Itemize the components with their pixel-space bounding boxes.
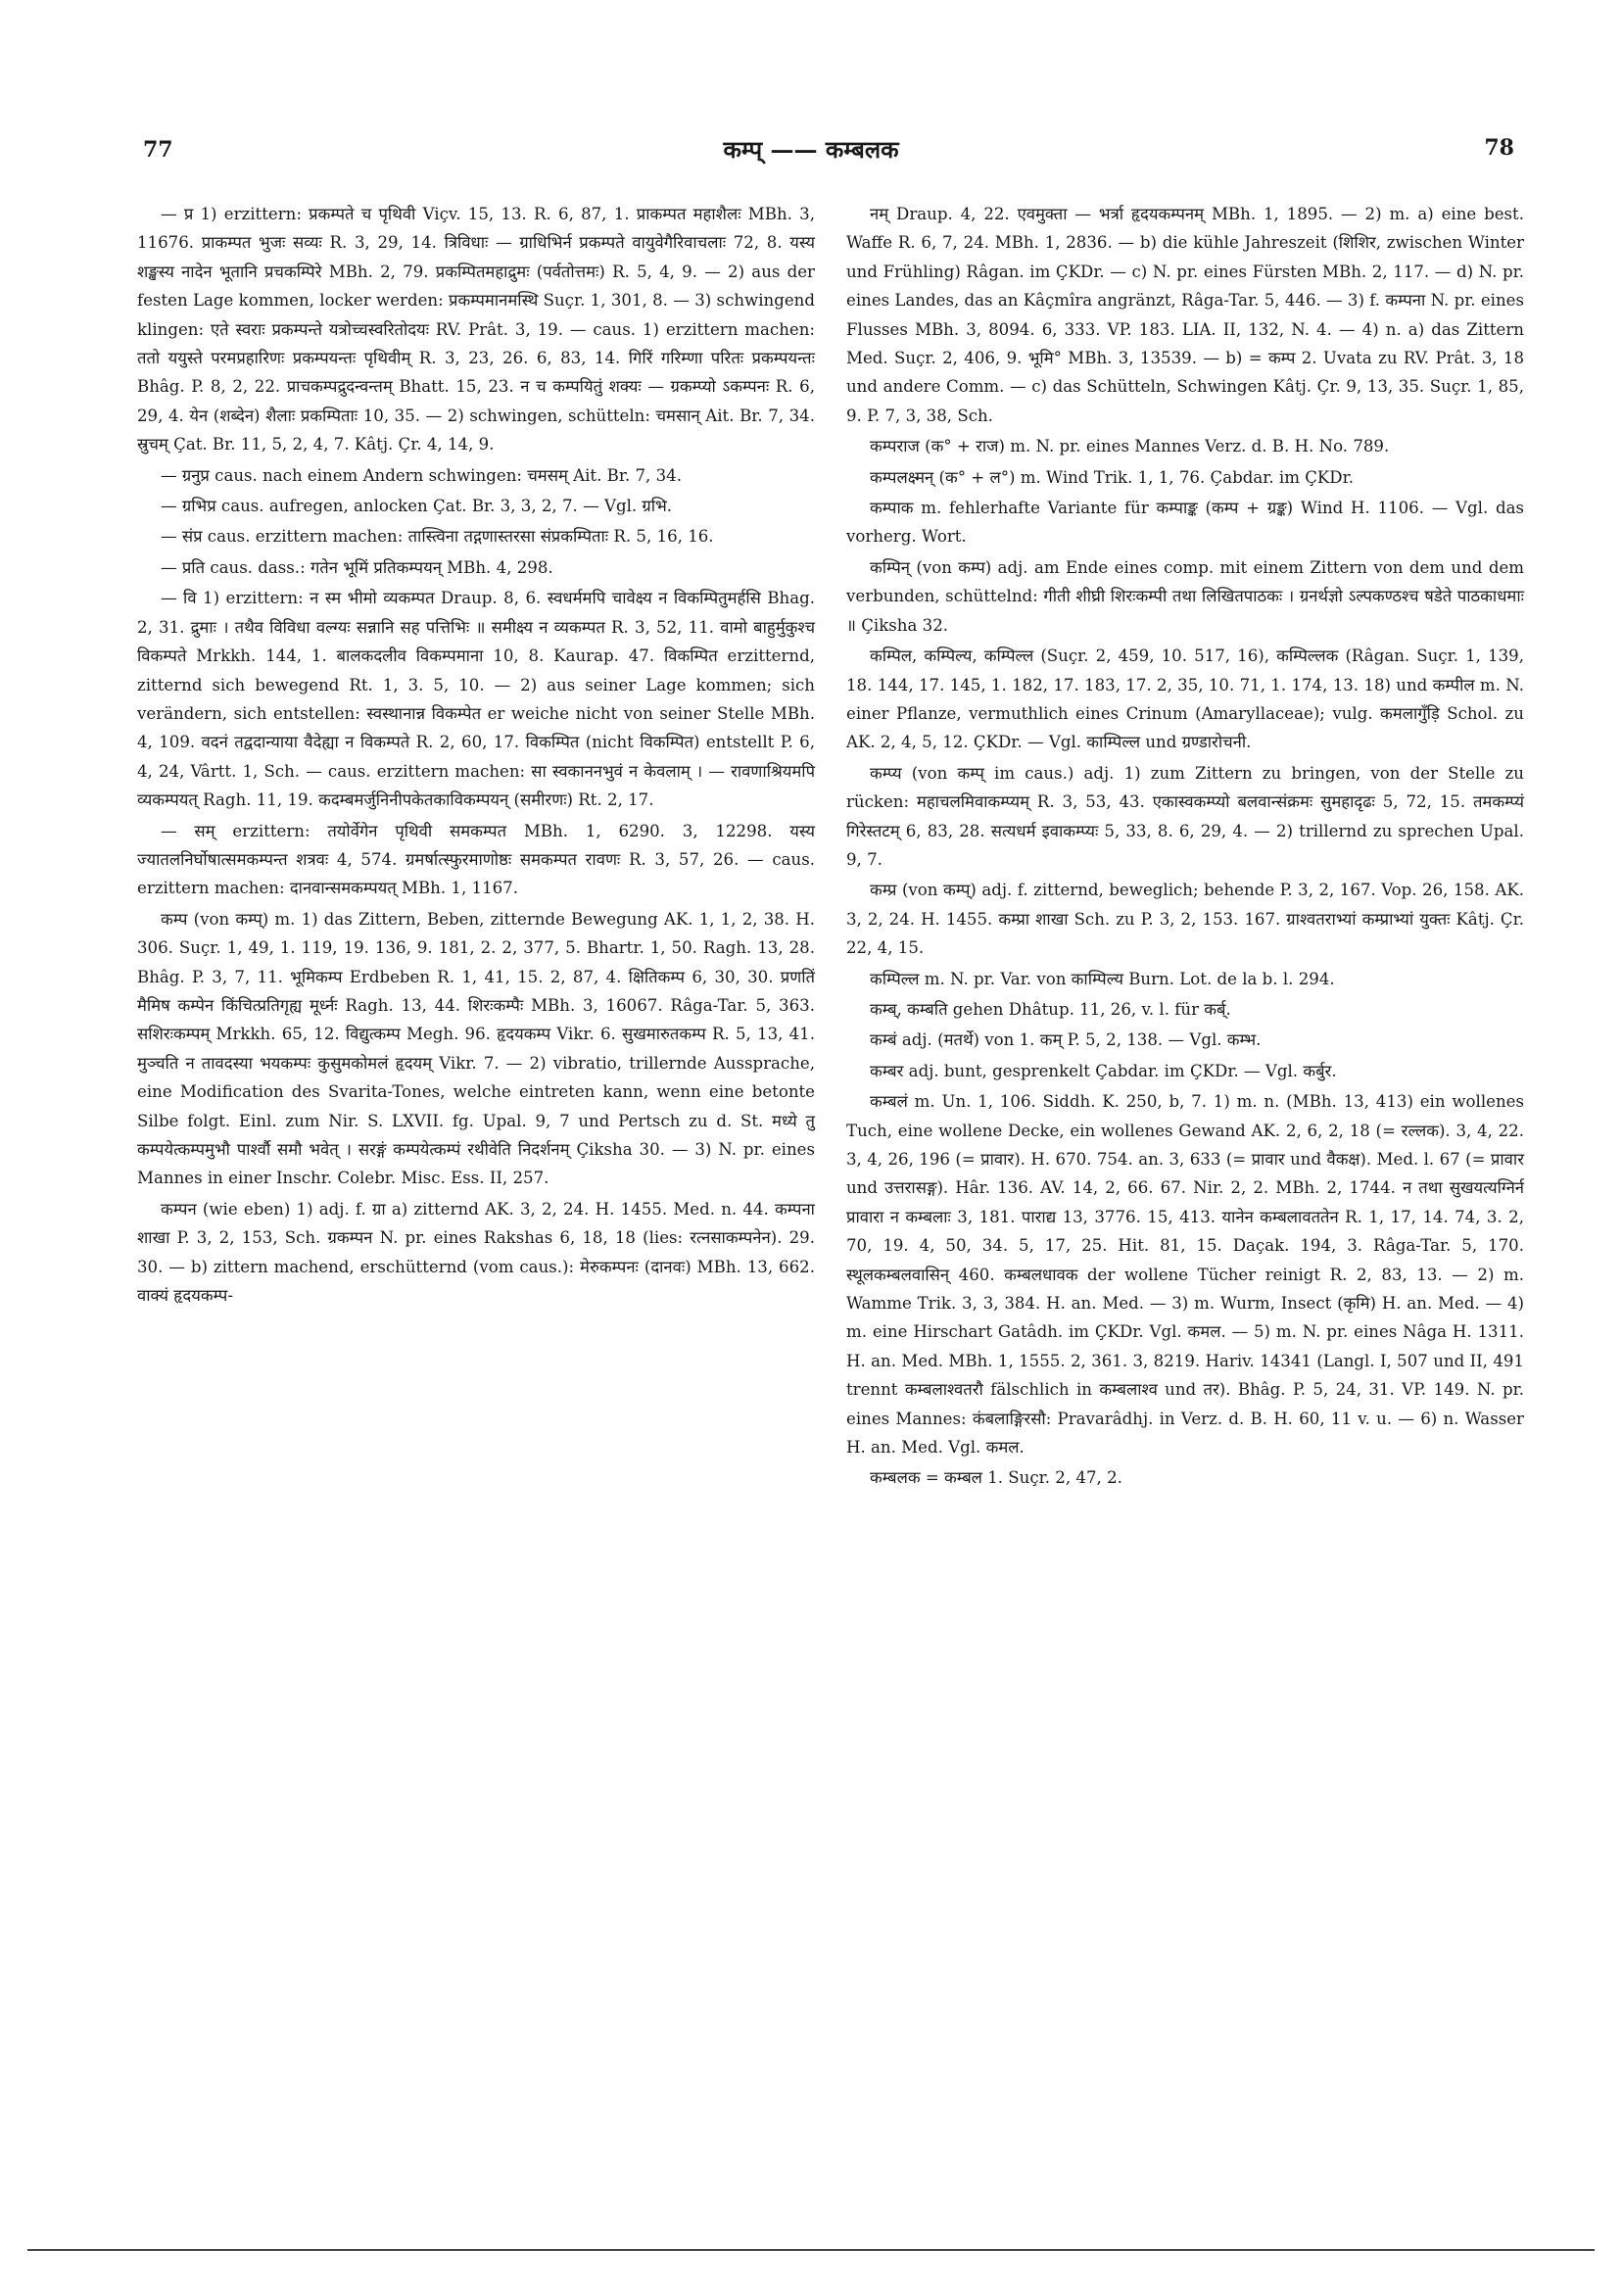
entry: — प्र 1) erzittern: प्रकम्पते च पृथिवी Viçv. 15, 13. R. 6, 87, 1. प्राकम्पत महाशैलः MBh. 3, 11676. प्राकम्पत भुजः सव्यः R. 3, 29, 14. त्रिविधाः — ग्राधिभिर्न प्रकम्पते वायुवेगैरिवाचलाः 72, 8. यस्य शङ्खस्य नादेन भूतानि प्रचकम्पिरे MBh. 2, 79. प्रकम्पितमहाद्रुमः (पर्वतोत्तमः) R. 5, 4, 9. — 2) aus der festen Lage kommen, locker werden: प्रकम्पमानमस्थि Suçr. 1, 301, 8. — 3) schwingend klingen: एते स्वराः प्रकम्पन्ते यत्रोच्चस्वरितोदयः RV. Prât. 3, 19. — caus. 1) erzittern machen: ततो ययुस्ते परमप्रहारिणः प्रकम्पयन्तः पृथिवीम् R. 3, 23, 26. 6, 83, 14. गिरिं गरिम्णा परितः प्रकम्पयन्तः Bhâg. P. 8, 2, 22. प्राचकम्पद्रुदन्वन्तम् Bhatt. 15, 23. न च कम्पयितुं शक्यः — ग्रकम्प्यो ऽकम्पनः R. 6, 29, 4. येन (शब्देन) शैलाः प्रकम्पिताः 10, 35. — 2) schwingen, schütteln: चमसान् Ait. Br. 7, 34. स्रुचम् Çat. Br. 11, 5, 2, 4, 7. Kâtj. Çr. 4, 14, 9. bbox=[137, 205, 815, 454]
entry: कम्बलं m. Un. 1, 106. Siddh. K. 250, b, 7. 1) m. n. (MBh. 13, 413) ein wollenes Tuch, eine wollene Decke, ein wollenes Gewand AK. 2, 6, 2, 18 (= रल्लक). 3, 4, 22. 3, 4, 26, 196 (= प्रावार). H. 670. 754. an. 3, 633 (= प्रावार und वैकक्ष). Med. l. 67 (= प्रावार und उत्तरासङ्ग). Hâr. 136. AV. 14, 2, 66. 67. Nir. 2, 2. MBh. 2, 1744. न तथा सुखयत्यग्निर्न प्रावारा न कम्बलाः 3, 181. पाराद्य 13, 3776. 15, 413. यानेन कम्बलावततेन R. 1, 17, 14. 74, 3. 2, 70, 19. 4, 50, 34. 5, 17, 25. Hit. 81, 15. Daçak. 194, 3. Râga-Tar. 5, 170. स्थूलकम्बलवासिन् 460. कम्बलधावक der wollene Tücher reinigt R. 2, 83, 13. — 2) m. Wamme Trik. 3, 3, 384. H. an. Med. — 3) m. Wurm, Insect (कृमि) H. an. Med. — 4) m. eine Hirschart Gatâdh. im ÇKDr. Vgl. कमल. — 5) m. N. pr. eines Nâga H. 1311. H. an. Med. MBh. 1, 1555. 2, 361. 3, 8219. Hariv. 14341 (Langl. I, 507 und II, 491 trennt कम्बलाश्वतरौ fälschlich in कम्बलाश्व und तर). Bhâg. P. 5, 24, 31. VP. 149. N. pr. eines Mannes: कंबलाङ्गिरसौ: Pravarâdhj. in Verz. d. B. H. 60, 11 v. u. — 6) n. Wasser H. an. Med. Vgl. कमल. bbox=[846, 1092, 1524, 1458]
page-number-left: 77 bbox=[143, 137, 173, 163]
entry: कम्पन (wie eben) 1) adj. f. ग्रा a) zitternd AK. 3, 2, 24. H. 1455. Med. n. 44. कम्पना शाखा P. 3, 2, 153, Sch. ग्रकम्पन N. pr. eines Rakshas 6, 18, 18 (lies: रत्नसाकम्पनेन). 29. 30. — b) zittern machend, erschütternd (vom caus.): मेरुकम्पनः (दानवः) MBh. 13, 662. वाक्यं हृदयकम्प- bbox=[137, 1199, 815, 1306]
entry: — सम् erzittern: तयोर्वेगेन पृथिवी समकम्पत MBh. 1, 6290. 3, 12298. यस्य ज्यातलनिर्घोषात्समकम्पन्त शत्रवः 4, 574. ग्रमर्षात्स्फुरमाणोष्ठः समकम्पत रावणः R. 3, 57, 26. — caus. erzittern machen: दानवान्समकम्पयत् MBh. 1, 1167. bbox=[137, 821, 815, 898]
entry: कम्पलक्ष्मन् (क° + ल°) m. Wind Trik. 1, 1, 76. Çabdar. im ÇKDr. bbox=[870, 467, 1354, 487]
entry: कम्पिल्ल m. N. pr. Var. von काम्पिल्य Burn. Lot. de la b. l. 294. bbox=[870, 969, 1335, 988]
entry: — ग्रनुप्र caus. nach einem Andern schwingen: चमसम् Ait. Br. 7, 34. bbox=[161, 465, 682, 485]
entry: — संप्र caus. erzittern machen: तास्त्विना तद्गणास्तरसा संप्रकम्पिताः R. 5, 16, 16. bbox=[161, 527, 714, 547]
entry: कम्ब्, कम्बति gehen Dhâtup. 11, 26, v. l. für कर्ब्. bbox=[870, 999, 1231, 1019]
running-title: कम्प् —— कम्बलक bbox=[723, 135, 899, 164]
entry: नम् Draup. 4, 22. एवमुक्ता — भर्त्रा हृदयकम्पनम् MBh. 1, 1895. — 2) m. a) eine best. Waffe R. 6, 7, 24. MBh. 1, 2836. — b) die kühle Jahreszeit (शिशिर, zwischen Winter und Frühling) Râgan. im ÇKDr. — c) N. pr. eines Fürsten MBh. 2, 117. — d) N. pr. eines Landes, das an Kâçmîra angränzt, Râga-Tar. 5, 446. — 3) f. कम्पना N. pr. eines Flusses MBh. 3, 8094. 6, 333. VP. 183. LIA. II, 132, N. 4. — 4) n. a) das Zittern Med. Suçr. 2, 406, 9. भूमि° MBh. 3, 13539. — b) = कम्प 2. Uvata zu RV. Prât. 3, 18 und andere Comm. — c) das Schütteln, Schwingen Kâtj. Çr. 9, 13, 35. Suçr. 1, 85, 9. P. 7, 3, 38, Sch. bbox=[846, 205, 1525, 425]
entry: कम्प्र (von कम्प्) adj. f. zitternd, beweglich; behende P. 3, 2, 167. Vop. 26, 158. AK. 3, 2, 24. H. 1455. कम्प्रा शाखा Sch. zu P. 3, 2, 153. 167. ग्राश्वतराभ्यां कम्प्राभ्यां युक्तः Kâtj. Çr. 22, 4, 15. bbox=[846, 881, 1524, 958]
entry: — ग्रभिप्र caus. aufregen, anlocken Çat. Br. 3, 3, 2, 7. — Vgl. ग्रभि. bbox=[161, 497, 673, 516]
entry: कम्बलक = कम्बल 1. Suçr. 2, 47, 2. bbox=[870, 1468, 1122, 1488]
footer-rule bbox=[27, 2249, 1595, 2251]
left-column bbox=[137, 200, 815, 1312]
entry: कम्प्य (von कम्प् im caus.) adj. 1) zum Zittern zu bringen, von der Stelle zu rücken: महाचलमिवाकम्प्यम् R. 3, 53, 43. एकास्वकम्प्यो बलवान्संक्रमः सुमहादृढः 5, 72, 15. तमकम्प्यं गिरेस्तटम् 6, 83, 28. सत्यधर्म इवाकम्प्यः 5, 33, 8. 6, 29, 4. — 2) trillernd zu sprechen Upal. 9, 7. bbox=[846, 763, 1524, 869]
page-header bbox=[0, 129, 1622, 168]
entry: कम्पिल, कम्पिल्य, कम्पिल्ल (Suçr. 2, 459, 10. 517, 16), कम्पिल्लक (Râgan. Suçr. 1, 139, 18. 144, 17. 145, 1. 182, 17. 183, 17. 2, 35, 10. 71, 1. 174, 13. 18) und कम्पील m. N. einer Pflanze, vermuthlich eines Crinum (Amaryllaceae); vulg. कमलागुँड़ि Schol. zu AK. 2, 4, 5, 12. ÇKDr. — Vgl. काम्पिल्ल und ग्रण्डारोचनी. bbox=[846, 646, 1524, 752]
entry: कम्बर adj. bunt, gesprenkelt Çabdar. im ÇKDr. — Vgl. कर्बुर. bbox=[870, 1061, 1337, 1080]
entry: कम्पाक m. fehlerhafte Variante für कम्पाङ्क (कम्प + ग्रङ्क) Wind H. 1106. — Vgl. das vorherg. Wort. bbox=[846, 499, 1524, 547]
right-column bbox=[846, 200, 1524, 1495]
entry: कम्पिन् (von कम्प) adj. am Ende eines comp. mit einem Zittern von dem und dem verbunden, schüttelnd: गीती शीघ्री शिरःकम्पी तथा लिखितपाठकः । ग्रनर्थज्ञो ऽल्पकण्ठश्च षडेते पाठकाधमाः ॥ Çiksha 32. bbox=[846, 557, 1524, 635]
entry: — वि 1) erzittern: न स्म भीमो व्यकम्पत Draup. 8, 6. स्वधर्ममपि चावेक्ष्य न विकम्पितुमर्हसि Bhag. 2, 31. द्रुमाः । तथैव विविधा वल्ग्यः सन्नानि सह पत्तिभिः ॥ समीक्ष्य न व्यकम्पत R. 3, 52, 11. वामो बाहुर्मुकुश्च विकम्पते Mrkkh. 144, 1. बालकदलीव विकम्पमाना 10, 8. Kaurap. 47. विकम्पित erzitternd, zitternd sich bewegend Rt. 1, 3. 5, 10. — 2) aus seiner Lage kommen; sich verändern, sich entstellen: स्वस्थानान्न विकम्पेत er weiche nicht von seiner Stelle MBh. 4, 109. वदनं तद्वदान्याया वैदेह्या न विकम्पते R. 2, 60, 17. विकम्पित (nicht विकम्पित) entstellt P. 6, 4, 24, Vârtt. 1, Sch. — caus. erzittern machen: सा स्वकाननभुवं न केवलाम् । — रावणाश्रियमपि व्यकम्पयत् Ragh. 11, 19. कदम्बमर्जुनिनीपकेतकाविकम्पयन् (समीरणः) Rt. 2, 17. bbox=[137, 589, 815, 810]
entry: कम्बं adj. (मतर्थे) von 1. कम् P. 5, 2, 138. — Vgl. कम्भ. bbox=[870, 1030, 1262, 1050]
page-number-right: 78 bbox=[1484, 135, 1514, 161]
entry: कम्प (von कम्प्) m. 1) das Zittern, Beben, zitternde Bewegung AK. 1, 1, 2, 38. H. 306. Suçr. 1, 49, 1. 119, 19. 136, 9. 181, 2. 2, 377, 5. Bhartr. 1, 50. Ragh. 13, 28. Bhâg. P. 3, 7, 11. भूमिकम्प Erdbeben R. 1, 41, 15. 2, 87, 4. क्षितिकम्प 6, 30, 30. प्रणतिं मैमिष कम्पेन किंचित्प्रतिगृह्य मूर्ध्नः Ragh. 13, 44. शिरःकम्पैः MBh. 3, 16067. Râga-Tar. 5, 363. सशिरःकम्पम् Mrkkh. 65, 12. विद्युत्कम्प Megh. 96. हृदयकम्प Vikr. 6. सुखमारुतकम्प R. 5, 13, 41. मुञ्चति न तावदस्या भयकम्पः कुसुमकोमलं हृदयम् Vikr. 7. — 2) vibratio, trillernde Aussprache, eine Modification des Svarita-Tones, welche eintreten kann, wenn eine betonte Silbe folgt. Einl. zum Nir. S. LXVII. fg. Upal. 9, 7 und Pertsch zu d. St. मध्ये तु कम्पयेत्कम्पमुभौ पार्श्वौ समौ भवेत् । सरङ्गं कम्पयेत्कम्पं रथीवेति निदर्शनम् Çiksha 30. — 3) N. pr. eines Mannes in einer Inschr. Colebr. Misc. Ess. II, 257. bbox=[137, 909, 815, 1188]
entry: कम्पराज (क° + राज) m. N. pr. eines Mannes Verz. d. B. H. No. 789. bbox=[870, 437, 1390, 456]
entry: — प्रति caus. dass.: गतेन भूमिं प्रतिकम्पयन् MBh. 4, 298. bbox=[161, 557, 553, 577]
